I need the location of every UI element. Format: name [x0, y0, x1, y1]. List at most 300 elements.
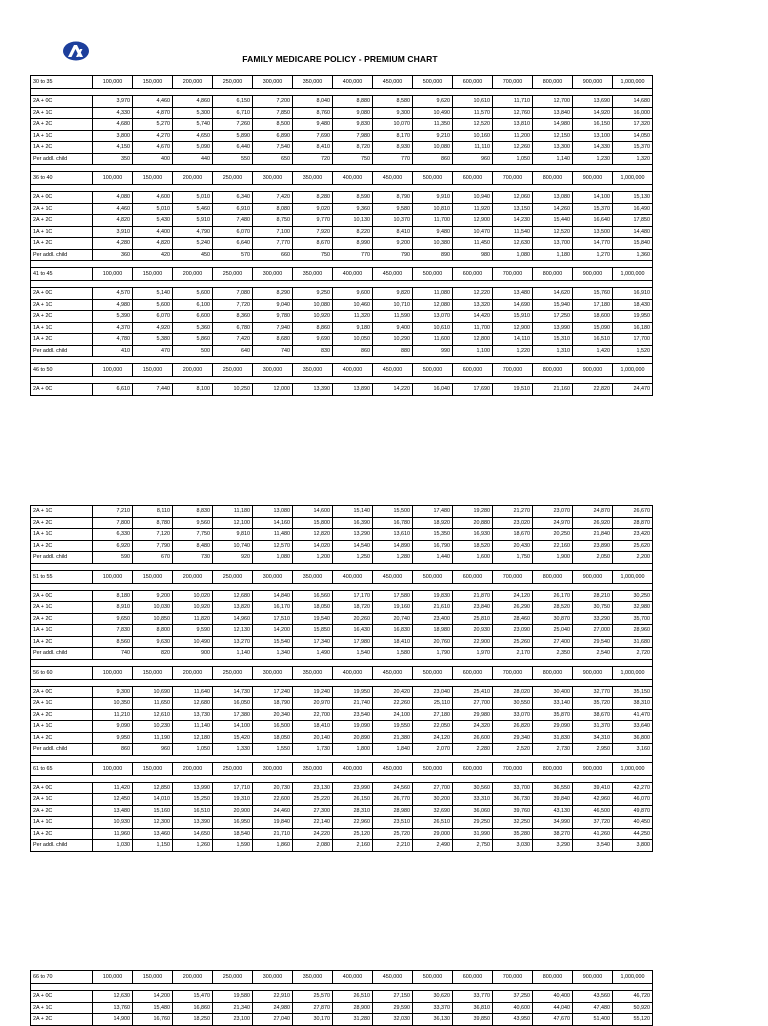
premium-cell: 4,650	[173, 130, 213, 142]
premium-cell: 17,170	[333, 590, 373, 602]
age-band-label: 46 to 50	[31, 364, 93, 377]
premium-cell: 2,200	[613, 552, 653, 564]
premium-cell: 16,760	[133, 1014, 173, 1026]
family-type-label: 2A + 1C	[31, 1002, 93, 1014]
premium-cell: 37,250	[493, 991, 533, 1003]
premium-cell: 33,370	[413, 1002, 453, 1014]
table-row	[31, 517, 653, 529]
premium-cell: 16,510	[173, 805, 213, 817]
premium-cell: 14,620	[533, 288, 573, 300]
spacer-row	[31, 185, 653, 192]
premium-cell: 23,990	[333, 782, 373, 794]
premium-cell: 13,990	[173, 782, 213, 794]
premium-cell: 8,760	[293, 107, 333, 119]
premium-cell: 32,030	[373, 1014, 413, 1026]
premium-cell: 27,870	[293, 1002, 333, 1014]
premium-cell: 23,070	[533, 506, 573, 518]
premium-cell: 26,920	[573, 517, 613, 529]
spacer-cell	[31, 185, 653, 192]
table-row	[31, 828, 653, 840]
premium-cell: 27,180	[413, 709, 453, 721]
table-row	[31, 782, 653, 794]
premium-cell: 8,170	[373, 130, 413, 142]
premium-cell: 20,430	[493, 540, 533, 552]
premium-cell: 3,970	[93, 96, 133, 108]
premium-cell: 38,310	[613, 698, 653, 710]
sum-insured-header: 600,000	[453, 76, 493, 89]
premium-cell: 16,180	[613, 322, 653, 334]
premium-cell: 11,190	[133, 732, 173, 744]
premium-cell: 8,480	[173, 540, 213, 552]
premium-cell: 5,740	[173, 119, 213, 131]
premium-cell: 890	[413, 249, 453, 261]
premium-cell: 8,410	[373, 226, 413, 238]
premium-cell: 4,270	[133, 130, 173, 142]
spacer-cell	[31, 377, 653, 384]
family-type-label: 1A + 2C	[31, 828, 93, 840]
family-type-label: 2A + 2C	[31, 517, 93, 529]
premium-cell: 13,080	[253, 506, 293, 518]
premium-cell: 7,720	[213, 299, 253, 311]
premium-cell: 11,110	[453, 142, 493, 154]
sum-insured-header: 450,000	[373, 76, 413, 89]
premium-cell: 11,700	[453, 322, 493, 334]
premium-cell: 7,080	[213, 288, 253, 300]
table-row	[31, 288, 653, 300]
premium-cell: 3,030	[493, 840, 533, 852]
premium-cell: 11,960	[93, 828, 133, 840]
premium-cell: 570	[213, 249, 253, 261]
premium-cell: 11,650	[133, 698, 173, 710]
premium-cell: 7,800	[93, 517, 133, 529]
premium-cell: 27,700	[413, 782, 453, 794]
premium-cell: 13,480	[493, 288, 533, 300]
spacer-row	[31, 984, 653, 991]
premium-cell: 18,410	[293, 721, 333, 733]
table-row	[31, 552, 653, 564]
premium-cell: 19,090	[333, 721, 373, 733]
premium-cell: 26,290	[493, 602, 533, 614]
premium-cell: 720	[293, 153, 333, 165]
premium-cell: 1,050	[173, 744, 213, 756]
premium-cell: 33,290	[573, 613, 613, 625]
age-band-header-row	[31, 971, 653, 984]
premium-cell: 6,440	[213, 142, 253, 154]
family-type-label: 2A + 0C	[31, 686, 93, 698]
premium-cell: 14,600	[293, 506, 333, 518]
sum-insured-header: 500,000	[413, 76, 453, 89]
sum-insured-header: 400,000	[333, 971, 373, 984]
premium-cell: 11,480	[253, 529, 293, 541]
family-type-label: Per addl. child	[31, 153, 93, 165]
premium-cell: 16,000	[613, 107, 653, 119]
premium-cell: 770	[333, 249, 373, 261]
sum-insured-header: 100,000	[93, 971, 133, 984]
premium-cell: 2,730	[533, 744, 573, 756]
age-band-header-row	[31, 666, 653, 679]
premium-cell: 7,690	[293, 130, 333, 142]
sum-insured-header: 250,000	[213, 76, 253, 89]
premium-cell: 18,720	[333, 602, 373, 614]
premium-cell: 15,500	[373, 506, 413, 518]
premium-cell: 1,860	[253, 840, 293, 852]
sum-insured-header: 350,000	[293, 172, 333, 185]
premium-cell: 1,420	[573, 345, 613, 357]
premium-cell: 12,100	[213, 517, 253, 529]
premium-cell: 14,330	[573, 142, 613, 154]
premium-cell: 1,140	[213, 648, 253, 660]
table-row	[31, 744, 653, 756]
premium-cell: 29,540	[573, 636, 613, 648]
premium-table-page-2	[30, 505, 653, 852]
premium-cell: 11,590	[373, 311, 413, 323]
premium-cell: 28,210	[573, 590, 613, 602]
premium-cell: 5,600	[173, 288, 213, 300]
premium-cell: 16,170	[253, 602, 293, 614]
premium-cell: 47,670	[533, 1014, 573, 1026]
table-row	[31, 794, 653, 806]
premium-cell: 14,650	[173, 828, 213, 840]
premium-cell: 11,640	[173, 686, 213, 698]
table-row	[31, 142, 653, 154]
premium-cell: 11,320	[333, 311, 373, 323]
page-1	[30, 75, 652, 396]
premium-cell: 4,150	[93, 142, 133, 154]
page-2	[30, 505, 652, 852]
premium-cell: 13,320	[453, 299, 493, 311]
sum-insured-header: 200,000	[173, 666, 213, 679]
premium-cell: 12,220	[453, 288, 493, 300]
premium-cell: 9,400	[373, 322, 413, 334]
premium-cell: 19,310	[213, 794, 253, 806]
sum-insured-header: 100,000	[93, 666, 133, 679]
premium-cell: 39,410	[573, 782, 613, 794]
premium-cell: 16,790	[413, 540, 453, 552]
premium-cell: 28,960	[613, 625, 653, 637]
sum-insured-header: 900,000	[573, 762, 613, 775]
premium-cell: 8,290	[253, 288, 293, 300]
premium-cell: 13,990	[533, 322, 573, 334]
family-type-label: 2A + 2C	[31, 613, 93, 625]
premium-cell: 7,480	[213, 215, 253, 227]
premium-cell: 8,670	[293, 238, 333, 250]
premium-cell: 4,570	[93, 288, 133, 300]
sum-insured-header: 1,000,000	[613, 364, 653, 377]
premium-cell: 8,280	[293, 192, 333, 204]
premium-cell: 6,610	[93, 384, 133, 396]
premium-cell: 17,690	[453, 384, 493, 396]
table-row	[31, 817, 653, 829]
premium-cell: 15,540	[253, 636, 293, 648]
table-row	[31, 991, 653, 1003]
age-band-header-row	[31, 762, 653, 775]
premium-cell: 37,720	[573, 817, 613, 829]
premium-cell: 5,140	[133, 288, 173, 300]
premium-cell: 26,150	[333, 794, 373, 806]
premium-cell: 14,680	[613, 96, 653, 108]
sum-insured-header: 450,000	[373, 762, 413, 775]
premium-cell: 16,490	[613, 203, 653, 215]
spacer-cell	[31, 775, 653, 782]
table-row	[31, 299, 653, 311]
premium-cell: 12,150	[533, 130, 573, 142]
premium-cell: 7,540	[253, 142, 293, 154]
sum-insured-header: 700,000	[493, 570, 533, 583]
premium-cell: 36,060	[453, 805, 493, 817]
premium-cell: 410	[93, 345, 133, 357]
spacer-cell	[31, 357, 653, 364]
premium-cell: 5,860	[173, 334, 213, 346]
sum-insured-header: 200,000	[173, 364, 213, 377]
premium-cell: 20,260	[333, 613, 373, 625]
sum-insured-header: 450,000	[373, 570, 413, 583]
age-band-header-row	[31, 364, 653, 377]
table-row	[31, 698, 653, 710]
premium-cell: 17,580	[373, 590, 413, 602]
table-row	[31, 107, 653, 119]
premium-cell: 34,990	[533, 817, 573, 829]
premium-cell: 14,260	[533, 203, 573, 215]
sum-insured-header: 800,000	[533, 666, 573, 679]
premium-cell: 10,080	[293, 299, 333, 311]
premium-cell: 7,420	[253, 192, 293, 204]
premium-cell: 16,910	[613, 288, 653, 300]
spacer-row	[31, 261, 653, 268]
premium-cell: 12,900	[453, 215, 493, 227]
premium-cell: 9,950	[93, 732, 133, 744]
premium-cell: 1,050	[493, 153, 533, 165]
premium-cell: 28,520	[533, 602, 573, 614]
premium-cell: 32,690	[413, 805, 453, 817]
sum-insured-header: 500,000	[413, 666, 453, 679]
premium-cell: 21,710	[253, 828, 293, 840]
sum-insured-header: 800,000	[533, 971, 573, 984]
premium-cell: 22,900	[453, 636, 493, 648]
premium-cell: 2,520	[493, 744, 533, 756]
premium-cell: 11,200	[493, 130, 533, 142]
premium-cell: 25,720	[373, 828, 413, 840]
sum-insured-header: 1,000,000	[613, 268, 653, 281]
age-band-label: 36 to 40	[31, 172, 93, 185]
premium-cell: 24,120	[413, 732, 453, 744]
premium-cell: 1,730	[293, 744, 333, 756]
premium-cell: 2,080	[293, 840, 333, 852]
premium-cell: 14,160	[253, 517, 293, 529]
premium-cell: 29,000	[413, 828, 453, 840]
premium-cell: 23,890	[573, 540, 613, 552]
premium-cell: 26,170	[533, 590, 573, 602]
premium-cell: 1,790	[413, 648, 453, 660]
family-type-label: 2A + 1C	[31, 698, 93, 710]
premium-cell: 2,750	[453, 840, 493, 852]
premium-cell: 21,610	[413, 602, 453, 614]
sum-insured-header: 450,000	[373, 971, 413, 984]
premium-cell: 22,260	[373, 698, 413, 710]
premium-cell: 500	[173, 345, 213, 357]
premium-cell: 19,240	[293, 686, 333, 698]
premium-cell: 12,450	[93, 794, 133, 806]
premium-cell: 22,050	[413, 721, 453, 733]
premium-cell: 15,940	[533, 299, 573, 311]
premium-cell: 18,050	[293, 602, 333, 614]
premium-cell: 13,270	[213, 636, 253, 648]
sum-insured-header: 250,000	[213, 268, 253, 281]
premium-cell: 14,010	[133, 794, 173, 806]
premium-cell: 4,080	[93, 192, 133, 204]
family-type-label: 2A + 1C	[31, 794, 93, 806]
premium-cell: 16,560	[293, 590, 333, 602]
premium-cell: 51,400	[573, 1014, 613, 1026]
premium-cell: 18,670	[493, 529, 533, 541]
premium-cell: 990	[413, 345, 453, 357]
premium-cell: 11,450	[453, 238, 493, 250]
premium-cell: 9,300	[93, 686, 133, 698]
premium-cell: 1,150	[133, 840, 173, 852]
premium-cell: 39,840	[533, 794, 573, 806]
sum-insured-header: 300,000	[253, 971, 293, 984]
premium-cell: 38,270	[533, 828, 573, 840]
premium-cell: 5,090	[173, 142, 213, 154]
premium-cell: 8,750	[253, 215, 293, 227]
sum-insured-header: 600,000	[453, 172, 493, 185]
premium-cell: 10,490	[173, 636, 213, 648]
premium-cell: 10,020	[173, 590, 213, 602]
premium-cell: 9,020	[293, 203, 333, 215]
sum-insured-header: 200,000	[173, 76, 213, 89]
sum-insured-header: 150,000	[133, 666, 173, 679]
premium-cell: 4,600	[133, 192, 173, 204]
premium-cell: 20,740	[373, 613, 413, 625]
sum-insured-header: 400,000	[333, 762, 373, 775]
sum-insured-header: 400,000	[333, 666, 373, 679]
table-row	[31, 384, 653, 396]
premium-cell: 5,600	[133, 299, 173, 311]
premium-cell: 4,820	[133, 238, 173, 250]
premium-cell: 15,310	[533, 334, 573, 346]
premium-cell: 1,330	[213, 744, 253, 756]
premium-cell: 22,820	[573, 384, 613, 396]
premium-cell: 1,200	[293, 552, 333, 564]
premium-cell: 1,520	[613, 345, 653, 357]
premium-cell: 15,470	[173, 991, 213, 1003]
premium-cell: 4,860	[173, 96, 213, 108]
table-row	[31, 226, 653, 238]
sum-insured-header: 700,000	[493, 666, 533, 679]
family-type-label: Per addl. child	[31, 744, 93, 756]
premium-cell: 30,400	[533, 686, 573, 698]
premium-cell: 7,770	[253, 238, 293, 250]
sum-insured-header: 300,000	[253, 762, 293, 775]
sum-insured-header: 700,000	[493, 971, 533, 984]
premium-cell: 1,260	[173, 840, 213, 852]
premium-cell: 12,850	[133, 782, 173, 794]
premium-cell: 27,000	[573, 625, 613, 637]
premium-cell: 20,930	[453, 625, 493, 637]
sum-insured-header: 100,000	[93, 172, 133, 185]
premium-cell: 10,380	[413, 238, 453, 250]
sum-insured-header: 450,000	[373, 172, 413, 185]
family-type-label: Per addl. child	[31, 552, 93, 564]
premium-cell: 4,980	[93, 299, 133, 311]
sum-insured-header: 1,000,000	[613, 971, 653, 984]
premium-cell: 4,280	[93, 238, 133, 250]
premium-cell: 10,030	[133, 602, 173, 614]
sum-insured-header: 900,000	[573, 570, 613, 583]
premium-cell: 14,020	[293, 540, 333, 552]
age-band-header-row	[31, 172, 653, 185]
premium-cell: 1,590	[213, 840, 253, 852]
premium-cell: 36,550	[533, 782, 573, 794]
premium-table-page-1	[30, 75, 653, 396]
premium-cell: 15,160	[133, 805, 173, 817]
premium-cell: 1,550	[253, 744, 293, 756]
premium-cell: 3,800	[613, 840, 653, 852]
premium-cell: 22,160	[533, 540, 573, 552]
sum-insured-header: 150,000	[133, 762, 173, 775]
family-type-label: 2A + 1C	[31, 203, 93, 215]
premium-cell: 11,350	[413, 119, 453, 131]
premium-cell: 10,940	[453, 192, 493, 204]
premium-cell: 25,570	[293, 991, 333, 1003]
premium-cell: 44,040	[533, 1002, 573, 1014]
premium-cell: 4,400	[133, 226, 173, 238]
premium-cell: 23,130	[293, 782, 333, 794]
premium-cell: 1,840	[373, 744, 413, 756]
family-type-label: 2A + 0C	[31, 288, 93, 300]
premium-cell: 1,220	[493, 345, 533, 357]
premium-cell: 13,690	[573, 96, 613, 108]
sum-insured-header: 400,000	[333, 570, 373, 583]
sum-insured-header: 350,000	[293, 364, 333, 377]
premium-cell: 4,460	[133, 96, 173, 108]
sum-insured-header: 800,000	[533, 268, 573, 281]
premium-cell: 14,050	[613, 130, 653, 142]
premium-cell: 8,790	[373, 192, 413, 204]
premium-cell: 6,710	[213, 107, 253, 119]
premium-cell: 24,970	[533, 517, 573, 529]
sum-insured-header: 600,000	[453, 364, 493, 377]
sum-insured-header: 350,000	[293, 971, 333, 984]
sum-insured-header: 100,000	[93, 762, 133, 775]
table-row	[31, 238, 653, 250]
premium-cell: 30,170	[293, 1014, 333, 1026]
premium-cell: 32,250	[493, 817, 533, 829]
premium-cell: 27,150	[373, 991, 413, 1003]
premium-cell: 12,520	[453, 119, 493, 131]
premium-cell: 11,140	[173, 721, 213, 733]
premium-cell: 17,700	[613, 334, 653, 346]
premium-cell: 30,560	[453, 782, 493, 794]
premium-cell: 31,680	[613, 636, 653, 648]
premium-cell: 40,400	[533, 991, 573, 1003]
premium-cell: 16,930	[453, 529, 493, 541]
premium-cell: 3,540	[573, 840, 613, 852]
sum-insured-header: 700,000	[493, 762, 533, 775]
premium-cell: 2,210	[373, 840, 413, 852]
premium-cell: 4,460	[93, 203, 133, 215]
premium-cell: 31,280	[333, 1014, 373, 1026]
family-type-label: 1A + 1C	[31, 817, 93, 829]
premium-cell: 19,950	[333, 686, 373, 698]
premium-cell: 43,130	[533, 805, 573, 817]
premium-cell: 960	[133, 744, 173, 756]
premium-cell: 15,850	[293, 625, 333, 637]
premium-cell: 17,980	[333, 636, 373, 648]
premium-cell: 9,080	[333, 107, 373, 119]
premium-cell: 31,370	[573, 721, 613, 733]
premium-cell: 19,550	[373, 721, 413, 733]
table-row	[31, 840, 653, 852]
